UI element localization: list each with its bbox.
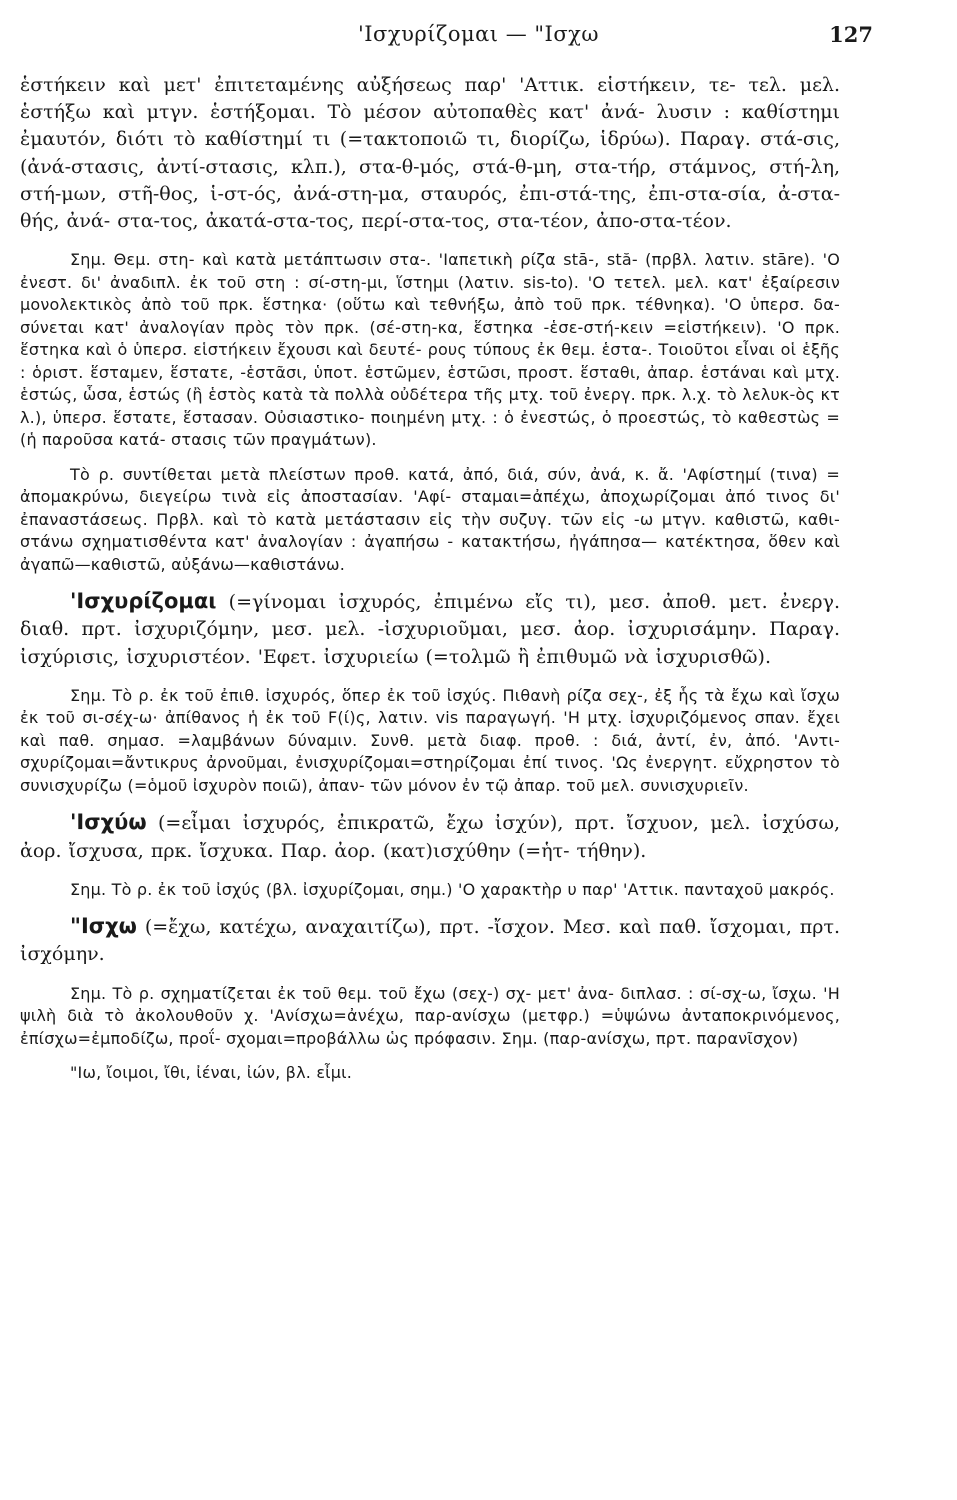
note-ischo: Σημ. Τὸ ρ. σχηματίζεται ἐκ τοῦ θεμ. τοῦ ἔχω (σεχ-) σχ- μετ' ἀνα- διπλασ. : σί-σχ-ω, ἴσχω. 'Η ψιλὴ διὰ τὸ ἀκολουθοῦν χ. 'Ανίσχω=ἀνέχω, παρ-ανίσχω (μετφρ.) =ὑψώνω ἀνταποκρινόμενος, ἐπίσχω=ἐμποδίζω, προΐ- σχομαι=προβάλλω ὡς πρόφασιν. Σημ. (παρ-ανίσχω, πρτ. παρανῖσχον) [20,983,840,1048]
entry-ischyo [20,809,840,864]
entry-body: (=γίνομαι ἰσχυρός, ἐπιμένω εἴς τι), μεσ. ἀποθ. μετ. ἐνεργ. διαθ. πρτ. ἰσχυριζόμην, μεσ. μελ. -ἰσχυριοῦμαι, μεσ. ἀορ. ἰσχυρισάμην. Παραγ. ἰσχύρισις, ἰσχυριστέον. 'Εφετ. ἰσχυριείω (=τολμῶ ἢ ἐπιθυμῶ νὰ ἰσχυρισθῶ). [20,591,840,668]
note-ischyo: Σημ. Τὸ ρ. ἐκ τοῦ ἰσχύς (βλ. ἰσχυρίζομαι, σημ.) 'Ο χαρακτὴρ υ παρ' 'Αττικ. πανταχοῦ μακρός. [70,879,835,899]
paragraph-histemi-continued: ἑστήκειν καὶ μετ' ἐπιτεταμένης αὐξήσεως παρ' 'Αττικ. εἱστήκειν, τε- τελ. μελ. ἑστήξω καὶ μτγν. ἑστήξομαι. Τὸ μέσον αὐτοπαθὲς κατ' ἀνά- λυσιν : καθίστημι ἐμαυτόν, διότι τὸ καθίστημί τι (=τακτοποιῶ τι, διορίζω, ἱδρύω). Παραγ. στά-σις, (ἀνά-στασις, ἀντί-στασις, κλπ.), στα-θ-μός, στά-θ-μη, στα-τήρ, στάμνος, στή-λη, στή-μων, στῆ-θος, ἱ-στ-ός, ἀνά-στη-μα, σταυρός, ἐπι-στά-της, ἐπι-στα-σία, ἀ-στα-θής, ἀνά- στα-τος, ἀκατά-στα-τος, περί-στα-τος, στα-τέον, ἀπο-στα-τέον. [20,74,840,233]
entry-headword: "Ισχω [70,914,137,939]
entry-headword: 'Ισχυρίζομαι [70,589,217,614]
entry-headword: 'Ισχύω [70,810,147,835]
page-body [20,72,840,1097]
note-histemi-theme: Σημ. Θεμ. στη- καὶ κατὰ μετάπτωσιν στα-. 'Ιαπετικὴ ρίζα stā-, stă- (πρβλ. λατιν. stāre). 'Ο ἐνεστ. δι' ἀναδιπλ. ἐκ τοῦ στη : σί-στη-μι, ἵστημι (λατιν. sis-to). 'Ο τετελ. μελ. κατ' ἐξαίρεσιν μονολεκτικὸς ἀπὸ τοῦ πρκ. ἕστηκα· (οὕτω καὶ τεθνήξω, ἀπὸ τοῦ πρκ. τέθνηκα). 'Ο ὑπερσ. δα- σύνεται κατ' ἀναλογίαν πρὸς τὸν πρκ. (σέ-στη-κα, ἕστηκα -ἑσε-στή-κειν =εἱστήκειν). 'Ο πρκ. ἕστηκα καὶ ὁ ὑπερσ. εἱστήκειν ἔχουσι καὶ δευτέ- ρους τύπους ἐκ θεμ. ἑστα-. Τοιοῦτοι εἶναι οἱ ἑξῆς : ὁριστ. ἕσταμεν, ἕστατε, -ἑστᾶσι, ὑποτ. ἑστῶμεν, ἑστῶσι, προστ. ἕσταθι, ἀπαρ. ἑστάναι καὶ μτχ. ἑστώς, ὧσα, ἑστώς (ἢ ἑστὸς κατὰ τὰ πολλὰ οὐδέτερα τῆς μτχ. τοῦ ἐνεργ. πρκ. λ.χ. τὸ λελυκ-ὸς κτ λ.), ὑπερσ. ἕστατε, ἕστασαν. Οὐσιαστικο- ποιημένη μτχ. : ὁ ἐνεστώς, ὁ προεστώς, τὸ καθεστὼς =(ἡ παροῦσα κατά- στασις τῶν πραγμάτων). [20,250,840,450]
entry-ischo [20,913,840,968]
entry-ischyrizomai [20,588,840,671]
cross-reference-io: "Ιω, ἴοιμοι, ἴθι, ἰέναι, ἰών, βλ. εἶμι. [70,1063,353,1083]
entry-body: (=ἔχω, κατέχω, αναχαιτίζω), πρτ. -ἴσχον. Μεσ. καὶ παθ. ἴσχομαι, πρτ. ἰσχόμην. [20,916,840,966]
note-ischyrizomai: Σημ. Τὸ ρ. ἐκ τοῦ ἐπιθ. ἰσχυρός, ὅπερ ἐκ τοῦ ἰσχύς. Πιθανὴ ρίζα σεχ-, ἐξ ἧς τὰ ἔχω καὶ ἴσχω ἐκ τοῦ σι-σέχ-ω· ἀπίθανος ἡ ἐκ τοῦ F(ί)ς, λατιν. vis παραγωγή. 'Η μτχ. ἰσχυριζόμενος σπαν. ἔχει καὶ παθ. σημασ. =λαμβάνων δύναμιν. Συνθ. μετὰ διαφ. προθ. : διά, ἀντί, ἐν, ἀπό. 'Αντι- σχυρίζομαι=ἄντικρυς ἀρνοῦμαι, ἐνισχυρίζομαι=στηρίζομαι ἐπί τινος. 'Ως ἐνεργητ. εὔχρηστον τὸ συνισχυρίζω (=ὁμοῦ ἰσχυρὸν ποιῶ), ἀπαν- τῶν μόνον ἐν τῷ ἀπαρ. τοῦ μελ. συνισχυριεῖν. [20,685,840,795]
entry-body: (=εἶμαι ἰσχυρός, ἐπικρατῶ, ἔχω ἰσχύν), πρτ. ἴσχυον, μελ. ἰσχύσω, ἀορ. ἴσχυσα, πρκ. ἴσχυκα. Παρ. ἀορ. (κατ)ισχύθην (=ἡτ- τήθην). [20,812,840,862]
page-number: 127 [829,22,873,47]
note-histemi-compounds: Τὸ ρ. συντίθεται μετὰ πλείστων προθ. κατά, ἀπό, διά, σύν, ἀνά, κ. ἄ. 'Αφίστημί (τινα) = ἀπομακρύνω, διεγείρω τινὰ εἰς ἀποστασίαν. 'Αφί- σταμαι=ἀπέχω, ἀποχωρίζομαι ἀπό τινος δι' ἐπαναστάσεως. Πρβλ. καὶ τὸ κατὰ μετάστασιν εἰς τὴν συζυγ. τῶν εἰς -ω μτγν. καθιστῶ, καθι- στάνω σχηματισθέντα κατ' ἀναλογίαν : ἀγαπήσω - κατακτήσω, ἠγάπησα— κατέκτησα, ὅθεν καὶ ἀγαπῶ—καθιστῶ, αὐξάνω—καθιστάνω. [20,464,840,574]
running-head: 'Ισχυρίζομαι — "Ισχω [357,22,600,46]
page-header [0,22,957,52]
